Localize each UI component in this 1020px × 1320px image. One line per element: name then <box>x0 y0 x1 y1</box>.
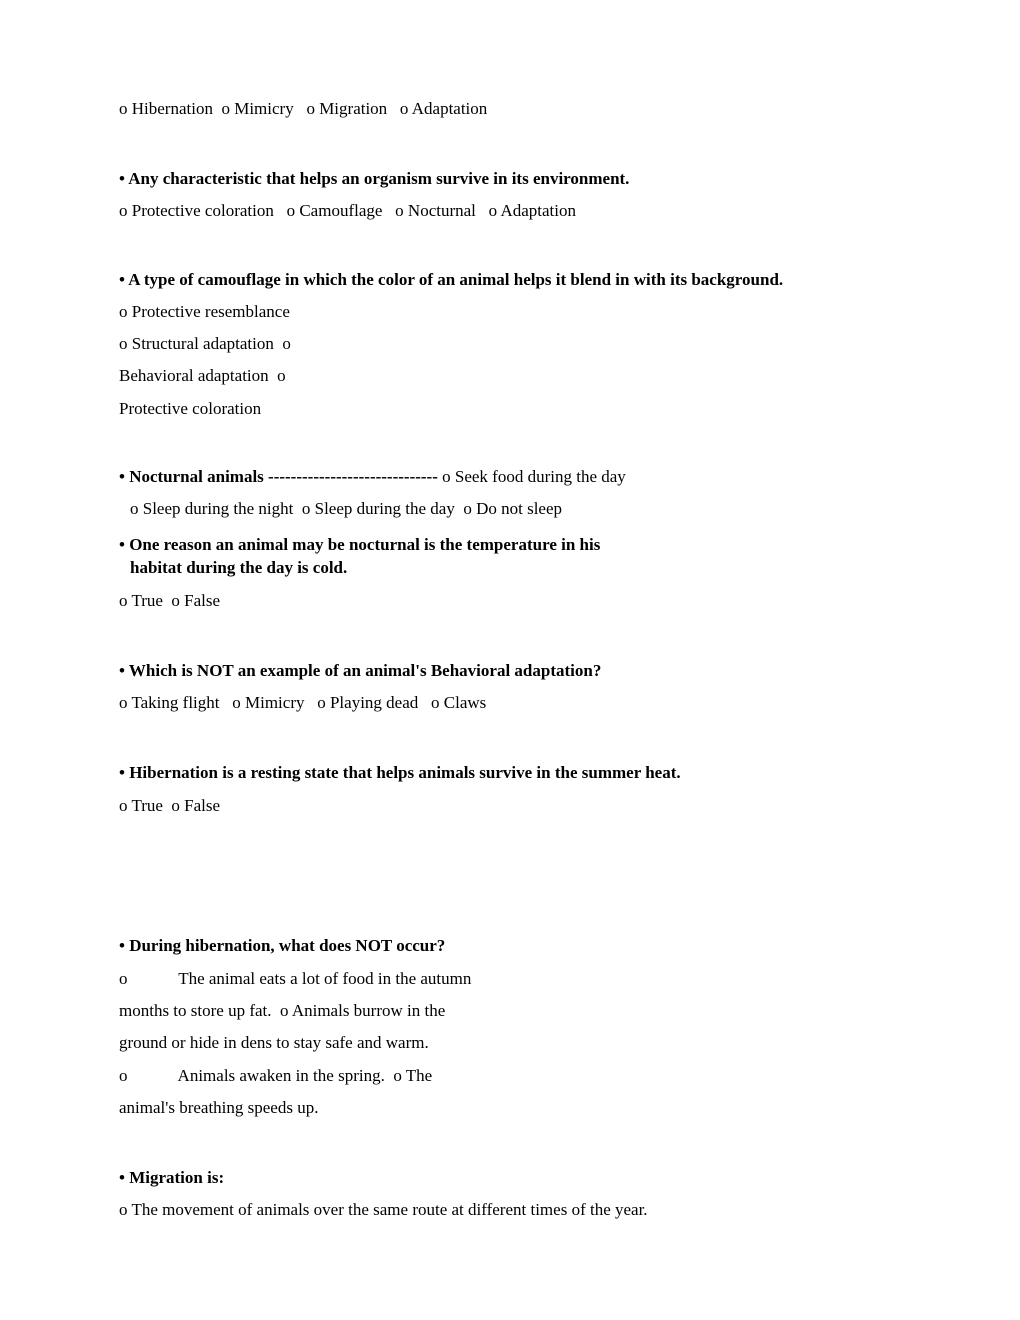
q3-option-line: Behavioral adaptation o <box>119 366 286 385</box>
q4-line <box>119 466 626 488</box>
q4-question: • Nocturnal animals ------------------------------ <box>119 467 438 486</box>
q3-option-line: o Structural adaptation o <box>119 334 291 353</box>
q8-option-line: o The animal eats a lot of food in the autumn <box>119 969 472 988</box>
q4-options: o Sleep during the night o Sleep during the day o Do not sleep <box>130 499 563 518</box>
q2-options: o Protective coloration o Camouflage o Nocturnal o Adaptation <box>119 201 576 220</box>
q8-option-line: animal's breathing speeds up. <box>119 1098 319 1117</box>
q8-option-line: months to store up fat. o Animals burrow in the <box>119 1001 446 1020</box>
q3-option-line: Protective coloration <box>119 399 262 418</box>
q5-question-continued: habitat during the day is cold. <box>130 558 348 577</box>
q5-question: • One reason an animal may be nocturnal is the temperature in his <box>119 535 601 554</box>
q8-question: • During hibernation, what does NOT occur? <box>119 936 446 955</box>
q3-option-line: o Protective resemblance <box>119 302 290 321</box>
q9-question: • Migration is: <box>119 1168 225 1187</box>
q8-option-line: o Animals awaken in the spring. o The <box>119 1066 433 1085</box>
q6-options: o Taking flight o Mimicry o Playing dead o Claws <box>119 693 487 712</box>
q4-first-option: o Seek food during the day <box>437 467 626 486</box>
q7-options: o True o False <box>119 796 221 815</box>
q7-question: • Hibernation is a resting state that helps animals survive in the summer heat. <box>119 763 681 782</box>
q3-question: • A type of camouflage in which the color of an animal helps it blend in with its background. <box>119 270 784 289</box>
q6-question: • Which is NOT an example of an animal's Behavioral adaptation? <box>119 661 602 680</box>
q2-question: • Any characteristic that helps an organism survive in its environment. <box>119 169 630 188</box>
q5-options: o True o False <box>119 591 221 610</box>
q8-option-line: ground or hide in dens to stay safe and warm. <box>119 1033 429 1052</box>
q9-options: o The movement of animals over the same route at different times of the year. <box>119 1200 648 1219</box>
q1-options: o Hibernation o Mimicry o Migration o Adaptation <box>119 99 488 118</box>
